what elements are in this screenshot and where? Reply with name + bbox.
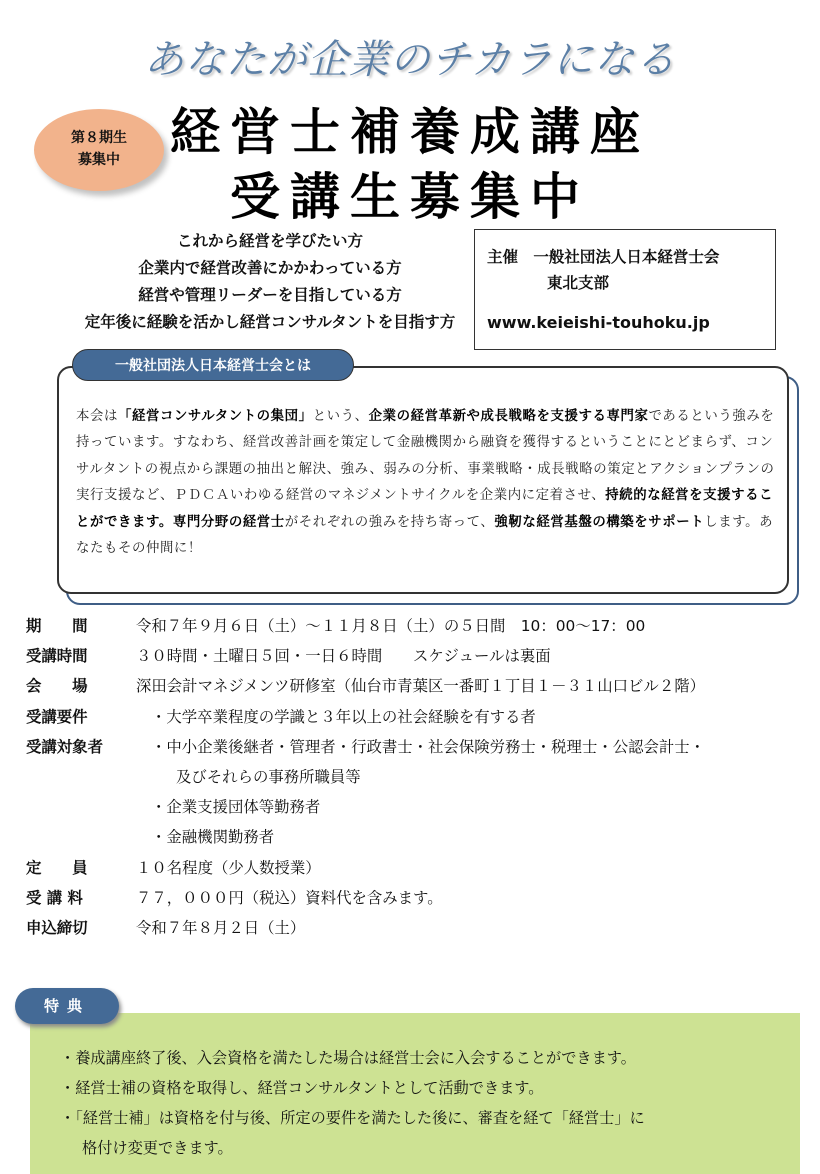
info-row-deadline: [26, 913, 806, 943]
tagline: あなたが企業のチカラになる: [143, 37, 677, 83]
info-label: 定 員: [26, 858, 88, 877]
info-value: 深田会計マネジメンツ研修室（仙台市青葉区一番町１丁目１－３１山口ビル２階）: [136, 677, 705, 696]
badge-line2: 募集中: [78, 152, 120, 168]
info-row-hours: [26, 641, 806, 671]
info-row-targets-cont: [26, 822, 806, 852]
info-label: 申込締切: [26, 918, 88, 937]
info-value: 令和７年９月６日（土）～１１月８日（土）の５日間 10：00～17：00: [136, 617, 646, 635]
info-label: 受 講 料: [26, 888, 83, 907]
about-heading: 一般社団法人日本経営士会とは: [72, 349, 354, 381]
info-label: 受講要件: [26, 707, 88, 726]
info-label: 受講対象者: [26, 737, 103, 756]
about-text-part: がそれぞれの強みを持ち寄って、: [284, 514, 495, 530]
info-value: ・金融機関勤務者: [151, 828, 275, 847]
info-row-period: [26, 611, 806, 641]
perk-item: ・「経営士補」は資格を付与後、所定の要件を満たした後に、審査を経て「経営士」に: [60, 1109, 645, 1127]
info-value: 令和７年８月２日（土）: [136, 918, 306, 937]
organizer-label: 主催: [487, 248, 519, 266]
perk-item-cont: 格付け変更できます。: [82, 1139, 233, 1157]
target-item: 定年後に経験を活かし経営コンサルタントを目指す方: [84, 313, 456, 331]
info-value: ・中小企業後継者・管理者・行政書士・社会保険労務士・税理士・公認会計士・: [151, 737, 706, 756]
about-text-part: という、: [312, 409, 369, 424]
perks-list: [60, 1043, 795, 1163]
info-value: １０名程度（少人数授業）: [136, 858, 321, 877]
info-label: 期 間: [26, 617, 88, 635]
info-row-fee: [26, 883, 806, 913]
about-text-part: します。あなたもその仲間に！: [76, 514, 774, 557]
info-row-capacity: [26, 853, 806, 883]
badge-line1: 第８期生: [71, 130, 127, 146]
about-text-bold: 「経営コンサルタントの集団」: [117, 409, 313, 424]
target-item: これから経営を学びたい方: [176, 232, 363, 250]
target-audience-list: [40, 228, 500, 336]
info-value: 及びそれらの事務所職員等: [176, 767, 361, 786]
perk-item: ・養成講座終了後、入会資格を満たした場合は経営士会に入会することができます。: [60, 1049, 636, 1067]
info-row-targets-cont: [26, 792, 806, 822]
organizer-branch: 東北支部: [547, 274, 610, 292]
info-label: 会 場: [26, 677, 88, 696]
organizer-box: [474, 229, 776, 350]
organizer-url[interactable]: www.keieishi-touhoku.jp: [487, 313, 710, 332]
course-info: [26, 611, 806, 943]
about-text: [76, 404, 776, 562]
info-row-venue: [26, 671, 806, 701]
organizer-name: 一般社団法人日本経営士会: [533, 248, 720, 266]
about-text-part: 本会は: [76, 409, 118, 424]
page-title: 経営士補養成講座: [170, 103, 650, 161]
info-value: ７７，０００円（税込）資料代を含みます。: [136, 888, 443, 907]
about-text-bold: 強靭な経営基盤の構築をサポート: [494, 514, 705, 530]
info-value: ３０時間・土曜日５回・一日６時間 スケジュールは裏面: [136, 647, 551, 666]
info-value: ・企業支援団体等勤務者: [151, 798, 321, 817]
info-row-targets: [26, 732, 806, 762]
about-text-bold: 企業の経営革新や成長戦略を支援する専門家: [368, 409, 649, 424]
about-text-part: であるという強みを持っています。すなわち、経営改善計画を策定して金融機関から融資を獲得するということにとどまらず、コンサルタントの視点から課題の抽出と解決、強み、弱みの分析、事業戦略・成長戦略の策定とアクションプランの実行支援など、ＰＤＣＡいわゆる経営のマネジメントサイクルを企業内に定着させ、: [76, 409, 775, 504]
perk-item: ・経営士補の資格を取得し、経営コンサルタントとして活動できます。: [60, 1079, 544, 1097]
perks-heading: 特典: [15, 988, 119, 1024]
target-item: 企業内で経営改善にかかわっている方: [138, 259, 402, 277]
info-label: 受講時間: [26, 647, 88, 666]
target-item: 経営や管理リーダーを目指している方: [138, 286, 402, 304]
about-text-bold: 持続的な経営を支援することができます。専門分野の経営士: [76, 488, 774, 530]
info-row-targets-cont: [26, 762, 806, 792]
info-row-requirements: [26, 702, 806, 732]
info-value: ・大学卒業程度の学識と３年以上の社会経験を有する者: [151, 707, 536, 726]
page-subtitle: 受講生募集中: [230, 168, 590, 226]
